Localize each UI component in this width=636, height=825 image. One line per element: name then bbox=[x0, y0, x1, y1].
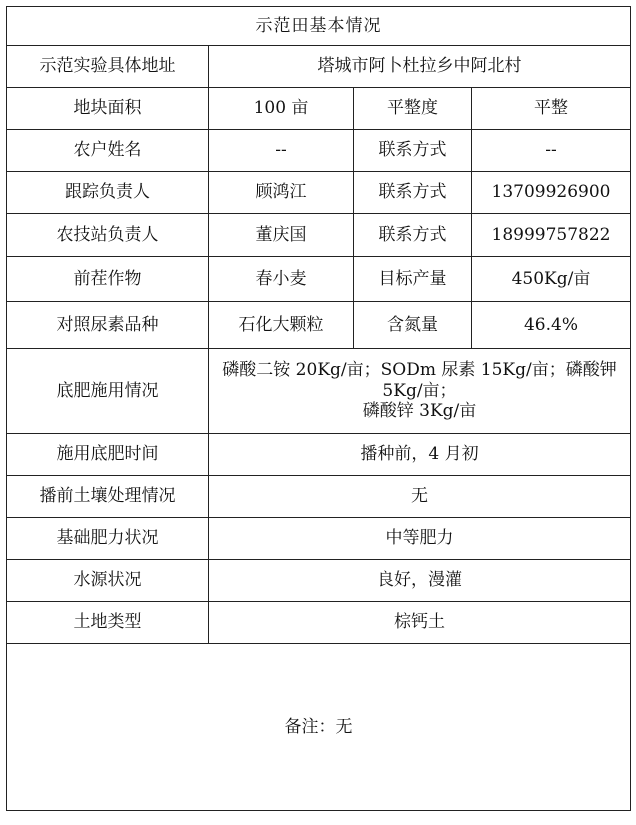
crop-label: 前茬作物 bbox=[7, 257, 209, 302]
urea-label: 对照尿素品种 bbox=[7, 302, 209, 349]
nitrogen-value: 46.4% bbox=[472, 302, 631, 349]
base-time-value: 播种前，4 月初 bbox=[209, 434, 631, 476]
table-row-farmer bbox=[7, 130, 631, 172]
nitrogen-label: 含氮量 bbox=[354, 302, 472, 349]
tracker-value: 顾鸿江 bbox=[209, 172, 354, 214]
base-time-label: 施用底肥时间 bbox=[7, 434, 209, 476]
table-row-area bbox=[7, 88, 631, 130]
table-row-land-type bbox=[7, 602, 631, 644]
target-yield-value: 450Kg/亩 bbox=[472, 257, 631, 302]
soil-treatment-value: 无 bbox=[209, 476, 631, 518]
farmer-label: 农户姓名 bbox=[7, 130, 209, 172]
table-row-urea bbox=[7, 302, 631, 349]
table-row-tracker bbox=[7, 172, 631, 214]
station-label: 农技站负责人 bbox=[7, 214, 209, 257]
notes-cell: 备注：无 bbox=[7, 644, 631, 811]
address-value: 塔城市阿卜杜拉乡中阿北村 bbox=[209, 46, 631, 88]
urea-value: 石化大颗粒 bbox=[209, 302, 354, 349]
area-label: 地块面积 bbox=[7, 88, 209, 130]
fertility-value: 中等肥力 bbox=[209, 518, 631, 560]
base-fertilizer-value bbox=[209, 349, 631, 434]
base-fertilizer-line-2: 磷酸锌 3Kg/亩 bbox=[362, 401, 477, 422]
land-type-label: 土地类型 bbox=[7, 602, 209, 644]
table-title: 示范田基本情况 bbox=[7, 7, 631, 46]
farmer-contact-label: 联系方式 bbox=[354, 130, 472, 172]
table-row-station bbox=[7, 214, 631, 257]
flatness-label: 平整度 bbox=[354, 88, 472, 130]
target-yield-label: 目标产量 bbox=[354, 257, 472, 302]
table-row-soil-treatment bbox=[7, 476, 631, 518]
table-row-base-fertilizer bbox=[7, 349, 631, 434]
tracker-contact-value: 13709926900 bbox=[472, 172, 631, 214]
soil-treatment-label: 播前土壤处理情况 bbox=[7, 476, 209, 518]
farmer-value: -- bbox=[209, 130, 354, 172]
farmer-contact-value: -- bbox=[472, 130, 631, 172]
tracker-contact-label: 联系方式 bbox=[354, 172, 472, 214]
demo-field-info-table bbox=[6, 6, 631, 811]
station-contact-label: 联系方式 bbox=[354, 214, 472, 257]
flatness-value: 平整 bbox=[472, 88, 631, 130]
address-label: 示范实验具体地址 bbox=[7, 46, 209, 88]
station-contact-value: 18999757822 bbox=[472, 214, 631, 257]
table-row-base-time bbox=[7, 434, 631, 476]
crop-value: 春小麦 bbox=[209, 257, 354, 302]
table-row-fertility bbox=[7, 518, 631, 560]
water-value: 良好，漫灌 bbox=[209, 560, 631, 602]
base-fertilizer-line-1: 磷酸二铵 20Kg/亩；SODm 尿素 15Kg/亩；磷酸钾 5Kg/亩； bbox=[222, 360, 617, 401]
land-type-value: 棕钙土 bbox=[209, 602, 631, 644]
table-row-crop bbox=[7, 257, 631, 302]
table-row-water bbox=[7, 560, 631, 602]
table-row-address bbox=[7, 46, 631, 88]
table-row-notes bbox=[7, 644, 631, 811]
water-label: 水源状况 bbox=[7, 560, 209, 602]
station-value: 董庆国 bbox=[209, 214, 354, 257]
area-value: 100 亩 bbox=[209, 88, 354, 130]
tracker-label: 跟踪负责人 bbox=[7, 172, 209, 214]
fertility-label: 基础肥力状况 bbox=[7, 518, 209, 560]
base-fertilizer-label: 底肥施用情况 bbox=[7, 349, 209, 434]
